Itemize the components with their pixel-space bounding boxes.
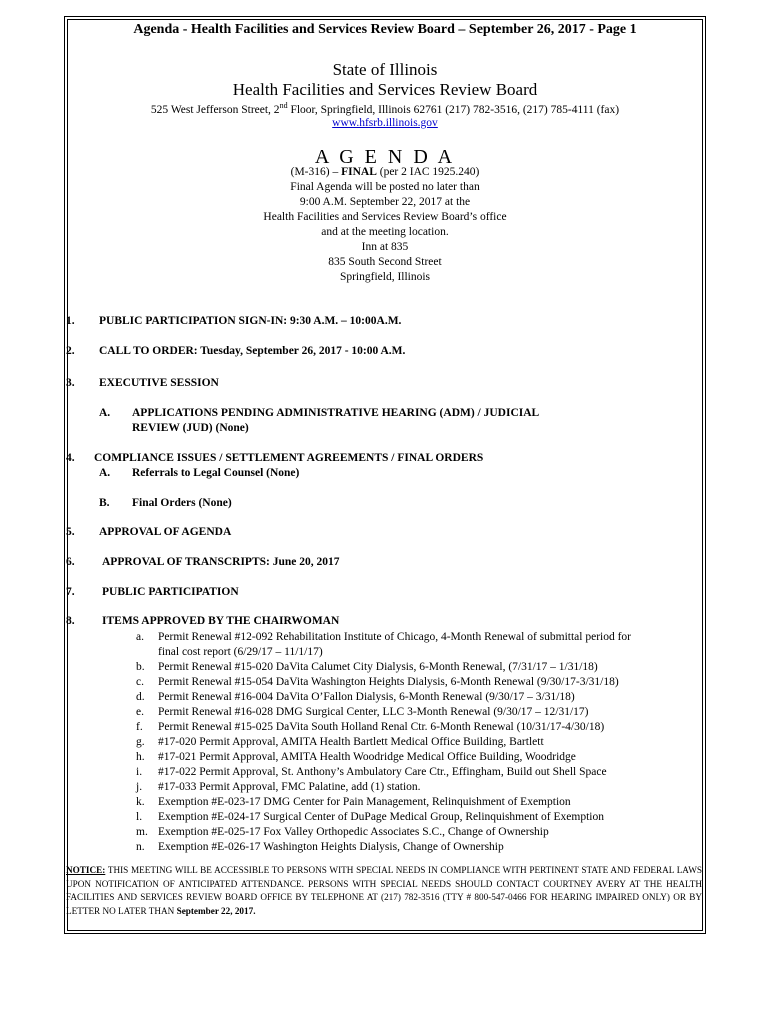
agenda-heading: A G E N D A	[314, 146, 456, 168]
item-3-title: EXECUTIVE SESSION	[99, 377, 219, 389]
item-7-title: PUBLIC PARTICIPATION	[102, 586, 239, 598]
list-item-letter: a.	[136, 631, 144, 643]
list-item: Permit Renewal #16-004 DaVita O’Fallon Dialysis, 6-Month Renewal (9/30/17 – 3/31/18)	[158, 691, 575, 703]
item-number: 7.	[66, 586, 75, 598]
list-item: Permit Renewal #15-025 DaVita South Holland Renal Ctr. 6-Month Renewal (10/31/17-4/30/18)	[158, 721, 605, 733]
list-item: Permit Renewal #15-054 DaVita Washington Heights Dialysis, 6-Month Renewal (9/30/17-3/31/18)	[158, 676, 619, 688]
list-item-letter: e.	[136, 706, 144, 718]
agenda-status-line: (M-316) – FINAL (per 2 IAC 1925.240)	[290, 166, 480, 178]
venue-city: Springfield, Illinois	[339, 271, 431, 283]
list-item: #17-021 Permit Approval, AMITA Health Woodridge Medical Office Building, Woodridge	[158, 751, 576, 763]
sub-item-text: Final Orders (None)	[132, 497, 232, 509]
item-5-title: APPROVAL OF AGENDA	[99, 526, 232, 538]
board-address: 525 West Jefferson Street, 2nd Floor, Springfield, Illinois 62761 (217) 782-3516, (217) 785-4111 (fax)	[150, 101, 620, 116]
sub-item-text: REVIEW (JUD) (None)	[132, 422, 249, 434]
list-item: Permit Renewal #15-020 DaVita Calumet City Dialysis, 6-Month Renewal, (7/31/17 – 1/31/18)	[158, 661, 598, 673]
list-item-letter: k.	[136, 796, 145, 808]
list-item-letter: h.	[136, 751, 145, 763]
item-6-title: APPROVAL OF TRANSCRIPTS: June 20, 2017	[102, 556, 340, 568]
agenda-info-line: Health Facilities and Services Review Board’s office	[263, 211, 507, 223]
item-number: 3.	[66, 377, 75, 389]
venue-street: 835 South Second Street	[328, 256, 442, 268]
list-item: Permit Renewal #16-028 DMG Surgical Center, LLC 3-Month Renewal (9/30/17 – 12/31/17)	[158, 706, 589, 718]
list-item-continuation: final cost report (6/29/17 – 11/1/17)	[158, 646, 323, 658]
state-name: State of Illinois	[332, 60, 438, 79]
list-item-letter: n.	[136, 841, 145, 853]
list-item-letter: l.	[136, 811, 143, 823]
item-8-title: ITEMS APPROVED BY THE CHAIRWOMAN	[102, 615, 340, 627]
accessibility-notice: NOTICE: THIS MEETING WILL BE ACCESSIBLE TO PERSONS WITH SPECIAL NEEDS IN COMPLIANCE WITH PERTINENT STATE AND FEDERAL LAWS UPON NOTIFICATION OF ANTICIPATED ATTENDANCE. PERSONS WITH SPECIAL NEEDS SHOULD CONTACT COURTNEY AVERY AT THE HEALTH FACILITIES AND SERVICES REVIEW BOARD OFFICE BY TELEPHONE AT (217) 782-3516 (TTY # 800-547-0466 FOR HEARING IMPAIRED ONLY) OR BY LETTER NO LATER THAN September 22, 2017.	[66, 865, 702, 916]
list-item-letter: j.	[136, 781, 143, 793]
list-item: Exemption #E-025-17 Fox Valley Orthopedic Associates S.C., Change of Ownership	[158, 826, 549, 838]
list-item-letter: c.	[136, 676, 144, 688]
list-item: #17-022 Permit Approval, St. Anthony’s Ambulatory Care Ctr., Effingham, Build out Shell Space	[158, 766, 607, 778]
sub-item-letter: B.	[99, 497, 110, 509]
list-item-letter: m.	[136, 826, 148, 838]
list-item: #17-020 Permit Approval, AMITA Health Bartlett Medical Office Building, Bartlett	[158, 736, 544, 748]
item-number: 4.	[66, 452, 75, 464]
website-link[interactable]: www.hfsrb.illinois.gov	[332, 117, 438, 129]
sub-item-letter: A.	[99, 467, 111, 479]
list-item-letter: i.	[136, 766, 143, 778]
agenda-info-line: 9:00 A.M. September 22, 2017 at the	[299, 196, 471, 208]
item-number: 5.	[66, 526, 75, 538]
item-number: 8.	[66, 615, 75, 627]
agenda-info-line: and at the meeting location.	[321, 226, 449, 238]
item-1-title: PUBLIC PARTICIPATION SIGN-IN: 9:30 A.M. – 10:00A.M.	[99, 315, 402, 327]
sub-item-letter: A.	[99, 407, 111, 419]
list-item-letter: g.	[136, 736, 145, 748]
list-item: #17-033 Permit Approval, FMC Palatine, add (1) station.	[158, 781, 421, 793]
list-item: Exemption #E-024-17 Surgical Center of DuPage Medical Group, Relinquishment of Exemption	[158, 811, 604, 823]
sub-item-text: APPLICATIONS PENDING ADMINISTRATIVE HEARING (ADM) / JUDICIAL	[132, 407, 540, 419]
item-number: 2.	[66, 345, 75, 357]
list-item-letter: f.	[136, 721, 143, 733]
agenda-info-line: Final Agenda will be posted no later than	[290, 181, 480, 193]
page-title: Agenda - Health Facilities and Services Review Board – September 26, 2017 - Page 1	[133, 22, 637, 37]
item-number: 1.	[66, 315, 75, 327]
list-item: Exemption #E-026-17 Washington Heights Dialysis, Change of Ownership	[158, 841, 504, 853]
sub-item-text: Referrals to Legal Counsel (None)	[132, 467, 300, 479]
item-2-title: CALL TO ORDER: Tuesday, September 26, 2017 - 10:00 A.M.	[99, 345, 406, 357]
item-4-title: COMPLIANCE ISSUES / SETTLEMENT AGREEMENTS / FINAL ORDERS	[94, 452, 484, 464]
list-item: Exemption #E-023-17 DMG Center for Pain Management, Relinquishment of Exemption	[158, 796, 571, 808]
venue-name: Inn at 835	[361, 241, 409, 253]
board-name: Health Facilities and Services Review Board	[232, 80, 538, 99]
list-item-letter: d.	[136, 691, 145, 703]
list-item: Permit Renewal #12-092 Rehabilitation Institute of Chicago, 4-Month Renewal of submittal period for	[158, 631, 632, 643]
item-number: 6.	[66, 556, 75, 568]
list-item-letter: b.	[136, 661, 145, 673]
